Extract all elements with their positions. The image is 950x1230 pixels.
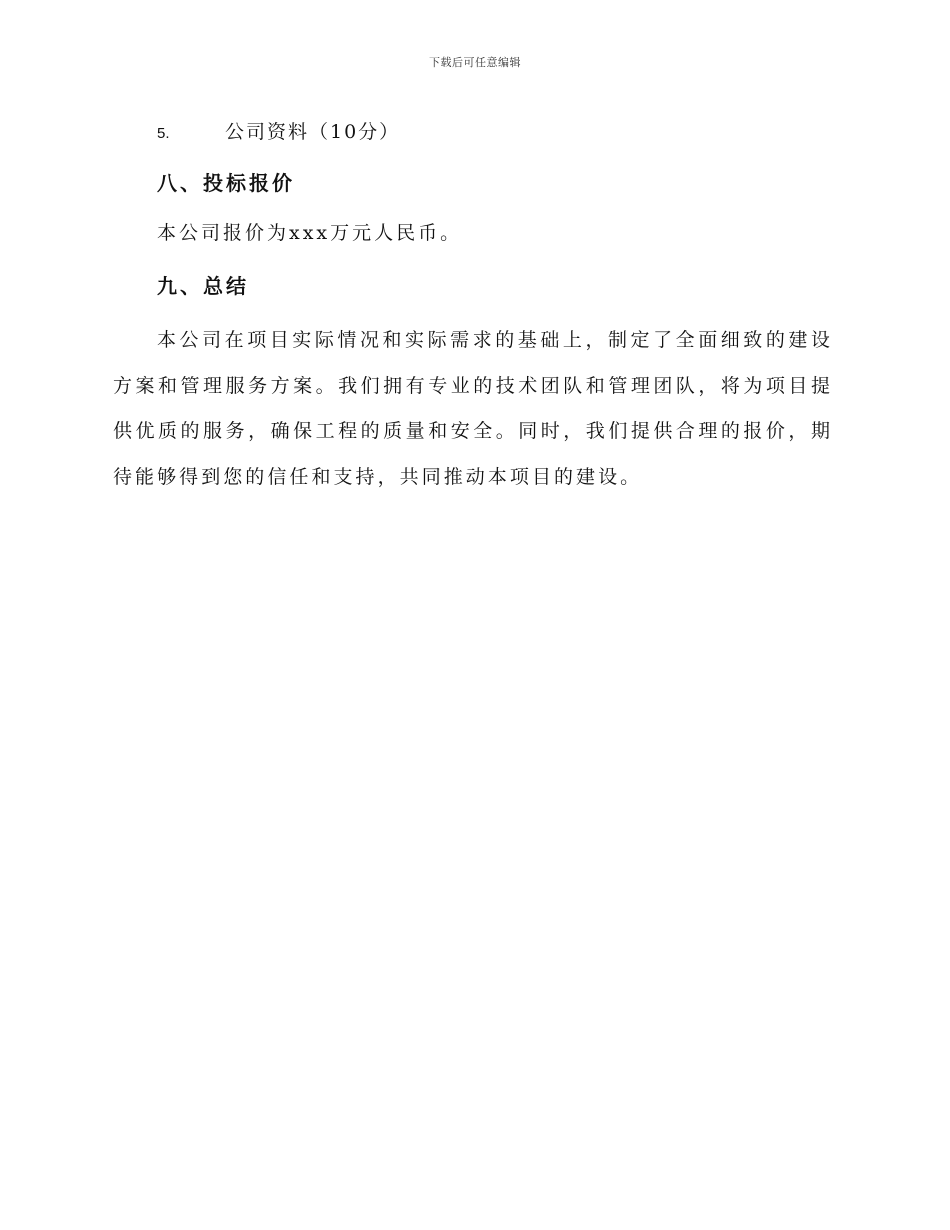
- section-heading-bid-price: 八、投标报价: [157, 171, 295, 195]
- summary-paragraph: 本公司在项目实际情况和实际需求的基础上，制定了全面细致的建设方案和管理服务方案。我们拥有专业的技术团队和管理团队，将为项目提供优质的服务，确保工程的质量和安全。同时，我们提供合理的报价，期待能够得到您的信任和支持，共同推动本项目的建设。: [113, 329, 833, 488]
- list-item-company-info: [157, 117, 400, 144]
- section-heading-summary: 九、总结: [157, 274, 249, 298]
- header-note: 下载后可任意编辑: [429, 56, 521, 69]
- bid-price-paragraph: 本公司报价为xxx万元人民币。: [157, 222, 463, 244]
- list-item-number: 5.: [157, 125, 170, 142]
- list-item-text: 公司资料（10分）: [225, 121, 401, 143]
